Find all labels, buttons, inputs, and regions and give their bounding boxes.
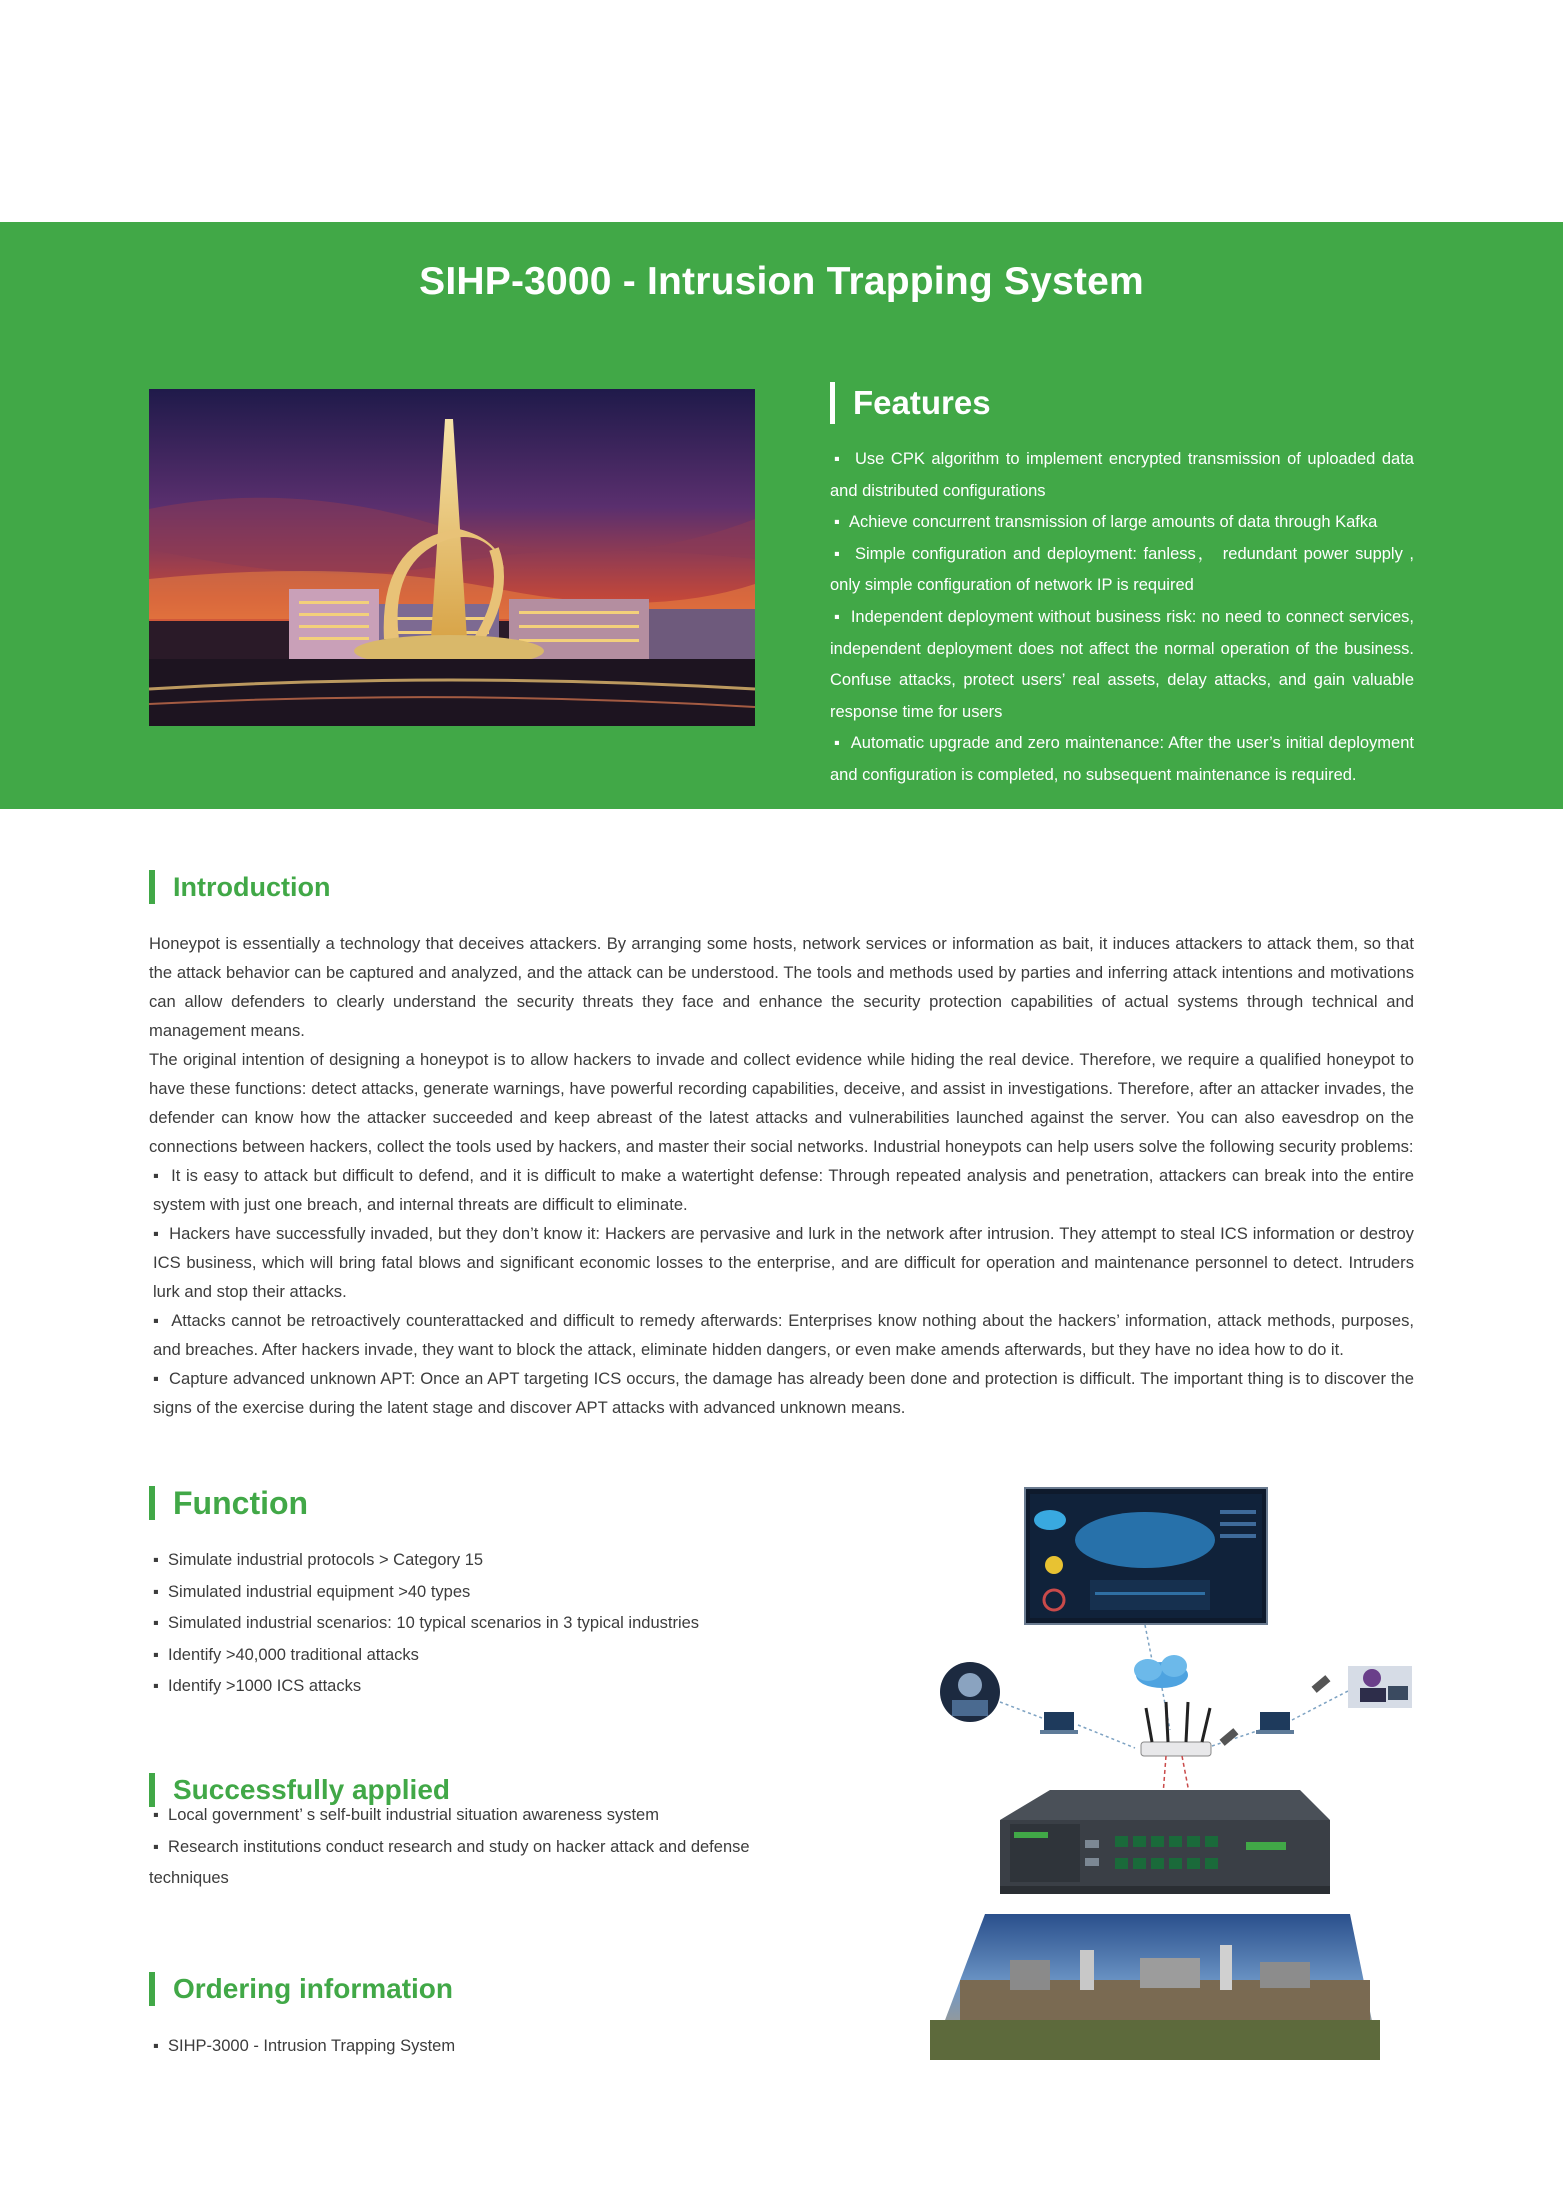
laptop-icon <box>1256 1712 1294 1734</box>
satellite-icon <box>1220 1675 1331 1746</box>
laptop-icon <box>1040 1712 1078 1734</box>
intro-bullet: ▪ Hackers have successfully invaded, but they don’t know it: Hackers are pervasive and lurk in the network after intrusion. They attempt to steal ICS information or destroy ICS business, which will bring fatal blows and significant economic losses to the enterprise, and are difficult for operation and maintenance personnel to detect. Intruders lurk and stop their attacks. <box>149 1219 1414 1306</box>
function-item: ▪ Simulated industrial scenarios: 10 typical scenarios in 3 typical industries <box>149 1608 769 1640</box>
feature-item: ▪ Achieve concurrent transmission of large amounts of data through Kafka <box>830 507 1414 539</box>
applied-item: ▪ Local government’ s self-built industrial situation awareness system <box>149 1800 759 1832</box>
features-list <box>830 444 1414 792</box>
intro-paragraph: Honeypot is essentially a technology that deceives attackers. By arranging some hosts, network services or information as bait, it induces attackers to attack them, so that the attack behavior can be captured and analyzed, and the attack can be understood. The tools and methods used by parties and inferring attack intentions and motivations can allow defenders to clearly understand the security threats they face and enhance the security protection capabilities of actual systems through technical and management means. <box>149 934 1414 1040</box>
applied-item: ▪ Research institutions conduct research and study on hacker attack and defense techniques <box>149 1832 759 1895</box>
dashboard-monitor-icon <box>1025 1488 1267 1624</box>
function-item: ▪ Simulated industrial equipment >40 types <box>149 1577 769 1609</box>
features-heading: Features <box>830 382 991 424</box>
page-title: SIHP-3000 - Intrusion Trapping System <box>419 260 1144 303</box>
deployment-illustration <box>930 1480 1430 2065</box>
cloud-icon <box>1134 1655 1188 1688</box>
introduction-heading: Introduction <box>149 870 330 904</box>
industrial-plant-photo <box>930 1914 1380 2060</box>
ordering-heading: Ordering information <box>149 1972 453 2006</box>
function-item: ▪ Simulate industrial protocols > Category 15 <box>149 1545 769 1577</box>
function-heading: Function <box>149 1486 308 1520</box>
hero-photo-monument-at-dusk <box>149 389 755 726</box>
intro-paragraph: The original intention of designing a honeypot is to allow hackers to invade and collect evidence while hiding the real device. Therefore, we require a qualified honeypot to have these functions: detect attacks, generate warnings, have powerful recording capabilities, deceive, and assist in investigations. Therefore, after an attacker invades, the defender can know how the attacker succeeded and keep abreast of the latest attacks and vulnerabilities launched against the server. You can also eavesdrop on the connections between hackers, collect the tools used by hackers, and master their social networks. Industrial honeypots can help users solve the following security problems: <box>149 1050 1414 1156</box>
feature-item: ▪ Simple configuration and deployment: fanless， redundant power supply , only simple configuration of network IP is required <box>830 539 1414 602</box>
feature-item: ▪ Use CPK algorithm to implement encrypted transmission of uploaded data and distributed configurations <box>830 444 1414 507</box>
function-list <box>149 1545 769 1703</box>
feature-item: ▪ Automatic upgrade and zero maintenance: After the user’s initial deployment and configuration is completed, no subsequent maintenance is required. <box>830 728 1414 791</box>
honeypot-appliance-icon <box>1000 1790 1330 1894</box>
introduction-body <box>149 929 1414 1422</box>
intro-bullet: ▪ Attacks cannot be retroactively counterattacked and difficult to remedy afterwards: Enterprises know nothing about the hackers’ information, attack methods, purposes, and breaches. After hackers invade, they want to block the attack, eliminate hidden dangers, or even make amends afterwards, but they have no idea how to do it. <box>149 1306 1414 1364</box>
function-item: ▪ Identify >40,000 traditional attacks <box>149 1640 769 1672</box>
ordering-list <box>149 2031 749 2063</box>
function-item: ▪ Identify >1000 ICS attacks <box>149 1671 769 1703</box>
hacker-user-icon <box>1348 1666 1412 1708</box>
operator-user-icon <box>940 1662 1000 1722</box>
intro-bullet: ▪ Capture advanced unknown APT: Once an APT targeting ICS occurs, the damage has already been done and protection is difficult. The important thing is to discover the signs of the exercise during the latent stage and discover APT attacks with advanced unknown means. <box>149 1364 1414 1422</box>
ordering-item: ▪ SIHP-3000 - Intrusion Trapping System <box>149 2031 749 2063</box>
intro-bullet: ▪ It is easy to attack but difficult to defend, and it is difficult to make a watertight defense: Through repeated analysis and penetration, attackers can break into the entire system with just one breach, and internal threats are difficult to eliminate. <box>149 1161 1414 1219</box>
feature-item: ▪ Independent deployment without business risk: no need to connect services, independent deployment does not affect the normal operation of the business. Confuse attacks, protect users’ real assets, delay attacks, and gain valuable response time for users <box>830 602 1414 728</box>
router-icon <box>1141 1702 1211 1756</box>
applied-heading: Successfully applied <box>149 1773 450 1807</box>
applied-list <box>149 1800 759 1895</box>
